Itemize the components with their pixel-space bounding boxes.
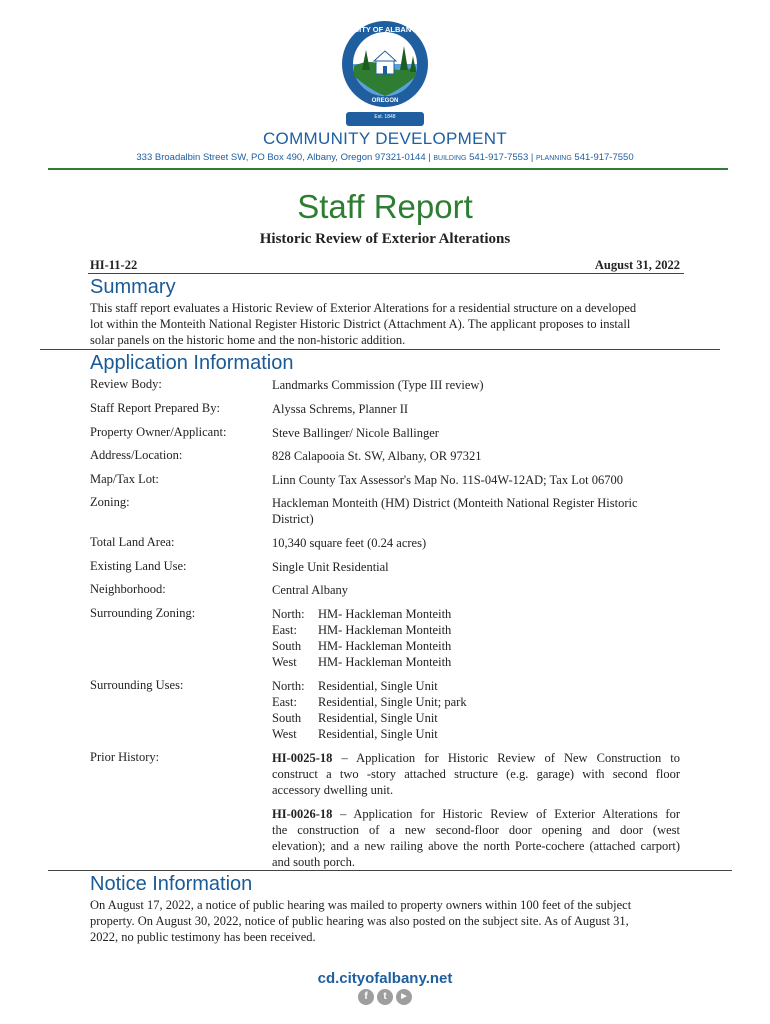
review-body-label: Review Body: (90, 377, 162, 391)
direction: North: (272, 607, 305, 621)
summary-line-2: lot within the Monteith National Register Historic District (Attachment A). The applicant proposes to install (90, 317, 631, 331)
building-label: BUILDING (433, 155, 467, 162)
logo-est-text: Est. 1848 (374, 114, 396, 120)
zoning-value-line-1: Hackleman Monteith (HM) District (Monteith National Register Historic (272, 496, 638, 510)
history-line: the construction of a new second-floor door opening and door (west (272, 823, 680, 837)
history-line: accessory dwelling unit. (272, 783, 394, 797)
list-item (272, 710, 680, 726)
land-use-value: Single Unit Residential (272, 560, 389, 574)
summary-divider (40, 349, 720, 350)
list-item (272, 606, 680, 622)
notice-line-2: property. On August 30, 2022, notice of public hearing was also posted on the subject site. As of August 31, (90, 914, 629, 928)
zoning-label: Zoning: (90, 495, 130, 509)
owner-label: Property Owner/Applicant: (90, 425, 227, 439)
direction: South (272, 639, 302, 653)
list-item (272, 654, 680, 670)
planning-label: PLANNING (536, 155, 572, 162)
zoning: HM- Hackleman Monteith (318, 607, 452, 621)
list-item (272, 694, 680, 710)
history-text: – Application for Historic Review of Exterior Alterations for (332, 807, 680, 821)
use: Residential, Single Unit (318, 711, 438, 725)
land-area-label: Total Land Area: (90, 535, 175, 549)
history-id: HI-0026-18 (272, 807, 333, 821)
summary-heading: Summary (90, 276, 176, 298)
file-number: HI-11-22 (90, 258, 138, 272)
list-item (272, 638, 680, 654)
surrounding-zoning-label: Surrounding Zoning: (90, 606, 196, 620)
report-title: Staff Report (297, 188, 473, 225)
notice-heading: Notice Information (90, 873, 253, 895)
list-item (272, 622, 680, 638)
facebook-icon[interactable]: f (358, 989, 374, 1005)
direction: East: (272, 623, 297, 637)
history-id: HI-0025-18 (272, 751, 333, 765)
department-name: COMMUNITY DEVELOPMENT (262, 129, 507, 148)
notice-line-1: On August 17, 2022, a notice of public hearing was mailed to property owners within 100 feet of the subject (90, 898, 632, 912)
use: Residential, Single Unit (318, 679, 438, 693)
report-subtitle: Historic Review of Exterior Alterations (259, 231, 511, 247)
application-divider (48, 870, 732, 871)
map-tax-lot-label: Map/Tax Lot: (90, 472, 159, 486)
history-line: and south porch. (272, 855, 355, 869)
direction: West (272, 727, 297, 741)
summary-line-1: This staff report evaluates a Historic Review of Exterior Alterations for a residential structure on a developed (90, 301, 637, 315)
address-value: 828 Calapooia St. SW, Albany, OR 97321 (272, 449, 482, 463)
map-tax-lot-value: Linn County Tax Assessor's Map No. 11S-04W-12AD; Tax Lot 06700 (272, 473, 623, 487)
use: Residential, Single Unit; park (318, 695, 467, 709)
zoning: HM- Hackleman Monteith (318, 639, 452, 653)
review-body-value: Landmarks Commission (Type III review) (272, 378, 484, 392)
zoning: HM- Hackleman Monteith (318, 623, 452, 637)
surrounding-uses-label: Surrounding Uses: (90, 678, 184, 692)
department-address (0, 152, 770, 163)
report-date: August 31, 2022 (594, 258, 680, 272)
logo-top-text: CITY OF ALBANY (353, 25, 417, 34)
neighborhood-value: Central Albany (272, 583, 349, 597)
use: Residential, Single Unit (318, 727, 438, 741)
direction: East: (272, 695, 297, 709)
prepared-by-label: Staff Report Prepared By: (90, 401, 220, 415)
prior-history-item-1 (272, 750, 680, 798)
neighborhood-label: Neighborhood: (90, 582, 166, 596)
zoning-value-line-2: District) (272, 512, 314, 526)
address-text: 333 Broadalbin Street SW, PO Box 490, Albany, Oregon 97321-0144 | (136, 152, 434, 163)
summary-line-3: solar panels on the historic home and the non-historic addition. (90, 333, 406, 347)
history-line (272, 806, 680, 822)
direction: South (272, 711, 302, 725)
building-phone: 541-917-7553 | (466, 152, 536, 163)
application-heading: Application Information (90, 352, 294, 374)
twitter-icon[interactable]: t (377, 989, 393, 1005)
land-area-value: 10,340 square feet (0.24 acres) (272, 536, 427, 550)
planning-phone: 541-917-7550 (571, 152, 634, 163)
youtube-icon[interactable]: ▶ (396, 989, 412, 1005)
notice-line-3: 2022, no public testimony has been received. (90, 930, 316, 944)
footer-website-link[interactable]: cd.cityofalbany.net (317, 970, 453, 987)
zoning-value (272, 495, 680, 527)
history-line: elevation); and a new railing above the north Porte-cochere (attached carport) (272, 839, 680, 853)
history-line: construct a two -story attached structure (e.g. garage) with second floor (272, 767, 680, 781)
logo-bottom-text: OREGON (371, 98, 399, 104)
direction: West (272, 655, 297, 669)
prior-history-label: Prior History: (90, 750, 160, 764)
direction: North: (272, 679, 305, 693)
history-text: – Application for Historic Review of New Construction to (332, 751, 680, 765)
land-use-label: Existing Land Use: (90, 559, 187, 573)
surrounding-uses-list (272, 678, 680, 742)
title-divider (88, 273, 684, 274)
surrounding-zoning-list (272, 606, 680, 670)
prior-history-item-2 (272, 806, 680, 870)
owner-value: Steve Ballinger/ Nicole Ballinger (272, 426, 439, 440)
address-label: Address/Location: (90, 448, 183, 462)
list-item (272, 678, 680, 694)
history-line (272, 750, 680, 766)
prepared-by-value: Alyssa Schrems, Planner II (272, 402, 409, 416)
list-item (272, 726, 680, 742)
header-divider (48, 168, 728, 170)
zoning: HM- Hackleman Monteith (318, 655, 452, 669)
